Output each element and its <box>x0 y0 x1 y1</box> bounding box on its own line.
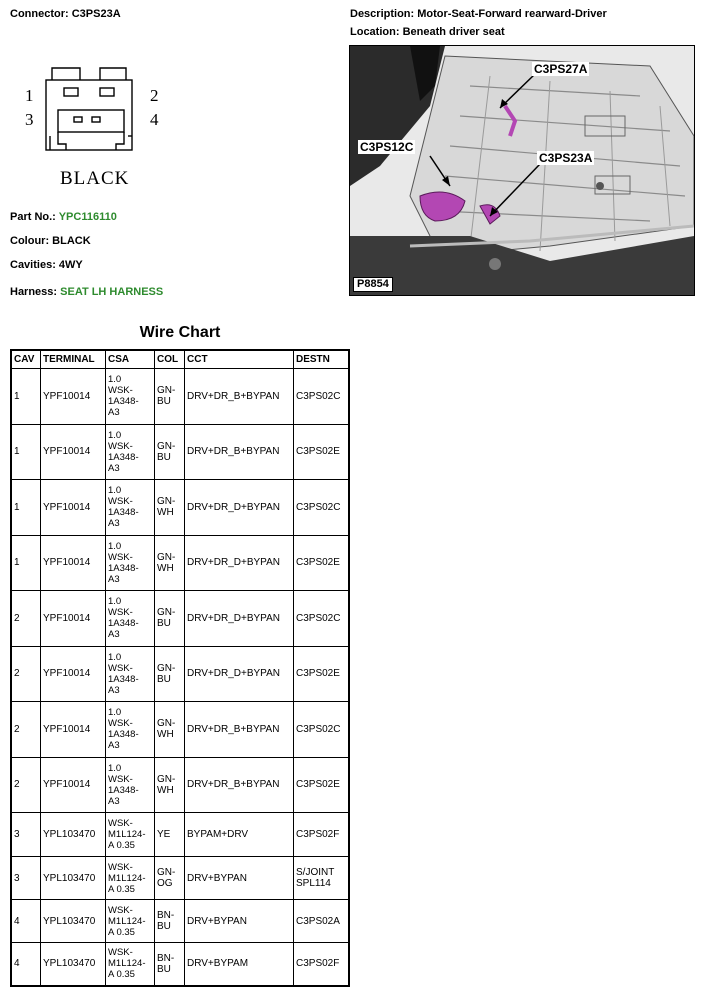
location-value: Beneath driver seat <box>402 26 505 38</box>
cell-terminal: YPF10014 <box>41 369 106 425</box>
cell-destn: C3PS02E <box>294 424 350 480</box>
cell-cct: DRV+BYPAN <box>185 857 294 900</box>
cell-destn: C3PS02E <box>294 646 350 702</box>
cell-destn: C3PS02C <box>294 591 350 647</box>
cell-cav: 2 <box>11 591 41 647</box>
cell-cav: 4 <box>11 900 41 943</box>
cell-col: YE <box>155 813 185 857</box>
wire-chart-body <box>11 369 349 986</box>
table-row <box>11 535 349 591</box>
cell-destn: C3PS02F <box>294 943 350 986</box>
pin-label-2: 2 <box>150 86 159 105</box>
cell-cav: 1 <box>11 424 41 480</box>
cell-cav: 2 <box>11 646 41 702</box>
wire-chart-header-row <box>11 350 349 369</box>
colour-line <box>10 235 91 247</box>
harness-label: Harness: <box>10 286 58 298</box>
colour-value: BLACK <box>52 235 91 247</box>
cell-cav: 3 <box>11 813 41 857</box>
table-row <box>11 702 349 758</box>
cell-cav: 2 <box>11 702 41 758</box>
cell-col: GN- OG <box>155 857 185 900</box>
table-row <box>11 900 349 943</box>
connector-colour-caption: BLACK <box>60 168 130 189</box>
location-line <box>350 26 505 38</box>
table-row <box>11 813 349 857</box>
cell-cct: DRV+DR_D+BYPAN <box>185 480 294 536</box>
table-row <box>11 646 349 702</box>
cell-terminal: YPF10014 <box>41 535 106 591</box>
harness-value[interactable]: SEAT LH HARNESS <box>60 286 164 298</box>
cell-csa: 1.0 WSK- 1A348- A3 <box>106 591 155 647</box>
cell-col: BN- BU <box>155 943 185 986</box>
cell-csa: 1.0 WSK- 1A348- A3 <box>106 424 155 480</box>
callout-c3ps27a: C3PS27A <box>534 62 588 76</box>
cell-cct: BYPAM+DRV <box>185 813 294 857</box>
pin-label-4: 4 <box>150 110 159 129</box>
cell-destn: C3PS02E <box>294 535 350 591</box>
seat-frame-illustration <box>350 46 694 295</box>
cell-terminal: YPF10014 <box>41 591 106 647</box>
cell-col: GN- BU <box>155 646 185 702</box>
cell-col: GN- WH <box>155 702 185 758</box>
connector-value: C3PS23A <box>71 8 121 20</box>
header-cct: CCT <box>185 350 294 369</box>
cell-terminal: YPL103470 <box>41 943 106 986</box>
description-line <box>350 8 607 20</box>
callout-c3ps23a: C3PS23A <box>539 151 593 165</box>
cell-terminal: YPF10014 <box>41 702 106 758</box>
cell-terminal: YPL103470 <box>41 900 106 943</box>
cell-destn: C3PS02C <box>294 480 350 536</box>
cell-cav: 1 <box>11 480 41 536</box>
cell-col: GN- WH <box>155 535 185 591</box>
photo-reference-number: P8854 <box>353 277 393 292</box>
cavities-value: 4WY <box>58 259 83 271</box>
table-row <box>11 943 349 986</box>
cell-destn: C3PS02C <box>294 369 350 425</box>
table-row <box>11 591 349 647</box>
part-no-value[interactable]: YPC116110 <box>58 211 117 223</box>
cell-col: GN- BU <box>155 369 185 425</box>
cell-destn: C3PS02C <box>294 702 350 758</box>
table-row <box>11 369 349 425</box>
cell-col: GN- WH <box>155 757 185 813</box>
wire-chart-title: Wire Chart <box>139 324 221 341</box>
cell-cct: DRV+DR_D+BYPAN <box>185 646 294 702</box>
location-photo <box>349 45 695 296</box>
cavities-label: Cavities: <box>10 259 56 271</box>
cell-csa: WSK- M1L124- A 0.35 <box>106 943 155 986</box>
cell-cav: 1 <box>11 369 41 425</box>
cell-cct: DRV+DR_B+BYPAN <box>185 424 294 480</box>
cavities-line <box>10 259 83 271</box>
cell-cct: DRV+DR_D+BYPAN <box>185 591 294 647</box>
cell-cct: DRV+DR_D+BYPAN <box>185 535 294 591</box>
cell-destn: C3PS02A <box>294 900 350 943</box>
connector-face-diagram <box>40 60 150 160</box>
cell-cav: 4 <box>11 943 41 986</box>
harness-line <box>10 286 163 298</box>
cell-cct: DRV+DR_B+BYPAN <box>185 702 294 758</box>
cell-csa: 1.0 WSK- 1A348- A3 <box>106 702 155 758</box>
cell-terminal: YPL103470 <box>41 813 106 857</box>
cell-csa: 1.0 WSK- 1A348- A3 <box>106 535 155 591</box>
cell-terminal: YPF10014 <box>41 757 106 813</box>
cell-csa: 1.0 WSK- 1A348- A3 <box>106 480 155 536</box>
part-no-label: Part No.: <box>10 211 56 223</box>
connector-line <box>10 8 121 20</box>
cell-cav: 3 <box>11 857 41 900</box>
connector-label: Connector: <box>10 8 69 20</box>
description-value: Motor-Seat-Forward rearward-Driver <box>417 8 607 20</box>
cell-destn: S/JOINT SPL114 <box>294 857 350 900</box>
header-cav: CAV <box>11 350 41 369</box>
table-row <box>11 480 349 536</box>
cell-destn: C3PS02F <box>294 813 350 857</box>
cell-csa: WSK- M1L124- A 0.35 <box>106 900 155 943</box>
pin-label-1: 1 <box>25 86 34 105</box>
cell-csa: 1.0 WSK- 1A348- A3 <box>106 757 155 813</box>
header-csa: CSA <box>106 350 155 369</box>
header-destn: DESTN <box>294 350 350 369</box>
wire-chart-table <box>10 349 350 987</box>
cell-cct: DRV+BYPAN <box>185 900 294 943</box>
cell-col: GN- BU <box>155 424 185 480</box>
cell-csa: 1.0 WSK- 1A348- A3 <box>106 369 155 425</box>
pin-label-3: 3 <box>25 110 34 129</box>
cell-cav: 1 <box>11 535 41 591</box>
cell-terminal: YPF10014 <box>41 480 106 536</box>
location-label: Location: <box>350 26 400 38</box>
cell-cav: 2 <box>11 757 41 813</box>
cell-terminal: YPF10014 <box>41 646 106 702</box>
cell-cct: DRV+DR_B+BYPAN <box>185 757 294 813</box>
cell-destn: C3PS02E <box>294 757 350 813</box>
cell-col: GN- WH <box>155 480 185 536</box>
cell-csa: 1.0 WSK- 1A348- A3 <box>106 646 155 702</box>
table-row <box>11 757 349 813</box>
description-label: Description: <box>350 8 415 20</box>
cell-cct: DRV+DR_B+BYPAN <box>185 369 294 425</box>
part-no-line <box>10 211 117 223</box>
cell-cct: DRV+BYPAM <box>185 943 294 986</box>
header-terminal: TERMINAL <box>41 350 106 369</box>
cell-terminal: YPL103470 <box>41 857 106 900</box>
header-col: COL <box>155 350 185 369</box>
cell-csa: WSK- M1L124- A 0.35 <box>106 813 155 857</box>
colour-label: Colour: <box>10 235 50 247</box>
cell-csa: WSK- M1L124- A 0.35 <box>106 857 155 900</box>
table-row <box>11 857 349 900</box>
callout-c3ps12c: C3PS12C <box>360 140 414 154</box>
cell-terminal: YPF10014 <box>41 424 106 480</box>
cell-col: GN- BU <box>155 591 185 647</box>
table-row <box>11 424 349 480</box>
cell-col: BN- BU <box>155 900 185 943</box>
